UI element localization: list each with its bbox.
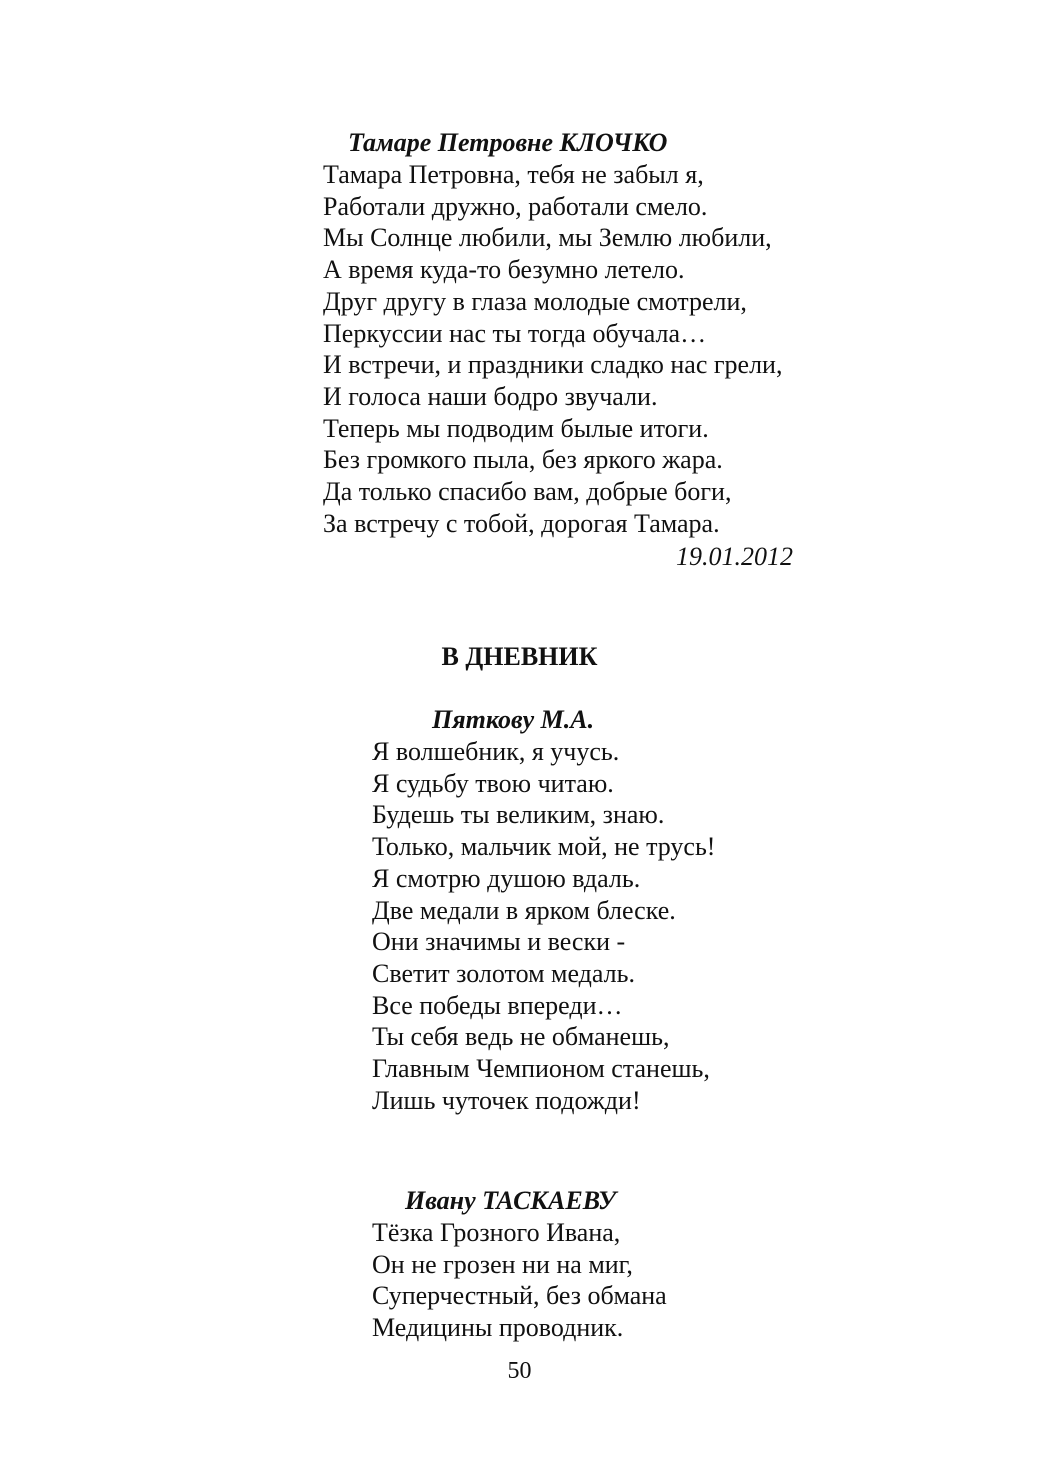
poem-line: За встречу с тобой, дорогая Тамара. — [323, 508, 720, 538]
poem-line: И встречи, и праздники сладко нас грели, — [323, 350, 783, 380]
poem-line: Светит золотом медаль. — [372, 958, 636, 988]
poem-lines — [323, 159, 823, 539]
poem-lines — [372, 736, 792, 1116]
poem-line: Тамара Петровна, тебя не забыл я, — [323, 160, 704, 189]
poem-date: 19.01.2012 — [676, 542, 793, 571]
poem-title: Ивану ТАСКАЕВУ — [405, 1186, 616, 1215]
poem-line: Да только спасибо вам, добрые боги, — [323, 477, 732, 507]
poem-taskaev — [372, 1185, 792, 1344]
poem-line: Главным Чемпионом станешь, — [372, 1054, 710, 1084]
poem-line: Ты себя ведь не обманешь, — [372, 1022, 670, 1052]
poem-line: Он не грозен ни на миг, — [372, 1249, 633, 1279]
poem-line: Будешь ты великим, знаю. — [372, 800, 665, 830]
poem-line: Медицины проводник. — [372, 1313, 624, 1343]
poem-line: Перкуссии нас ты тогда обучала… — [323, 318, 707, 348]
poem-klochko — [323, 127, 823, 577]
poem-line: Тёзка Грозного Ивана, — [372, 1218, 621, 1247]
poem-line: Мы Солнце любили, мы Землю любили, — [323, 223, 772, 253]
poem-line: Все победы впереди… — [372, 990, 623, 1020]
section-title: В ДНЕВНИК — [441, 642, 598, 671]
poem-lines — [372, 1217, 792, 1344]
poem-line: Лишь чуточек подожди! — [372, 1085, 641, 1115]
page-number: 50 — [507, 1358, 532, 1384]
poem-line: Я смотрю душою вдаль. — [372, 863, 641, 893]
poem-line: А время куда-то безумно летело. — [323, 255, 685, 285]
poem-line: Теперь мы подводим былые итоги. — [323, 413, 709, 443]
poem-line: И голоса наши бодро звучали. — [323, 381, 658, 411]
poem-line: Без громкого пыла, без яркого жара. — [323, 445, 723, 475]
poem-title: Тамаре Петровне КЛОЧКО — [348, 128, 668, 157]
poem-line: Они значимы и вески - — [372, 927, 626, 957]
poem-line: Я судьбу твою читаю. — [372, 768, 614, 798]
poem-pyatkov — [372, 704, 792, 1116]
poem-line: Я волшебник, я учусь. — [372, 737, 620, 766]
poem-line: Суперчестный, без обмана — [372, 1281, 667, 1311]
poem-line: Две медали в ярком блеске. — [372, 895, 676, 925]
poem-line: Друг другу в глаза молодые смотрели, — [323, 286, 747, 316]
poem-line: Только, мальчик мой, не трусь! — [372, 832, 716, 862]
poem-title: Пяткову М.А. — [432, 705, 595, 734]
poem-line: Работали дружно, работали смело. — [323, 191, 708, 221]
